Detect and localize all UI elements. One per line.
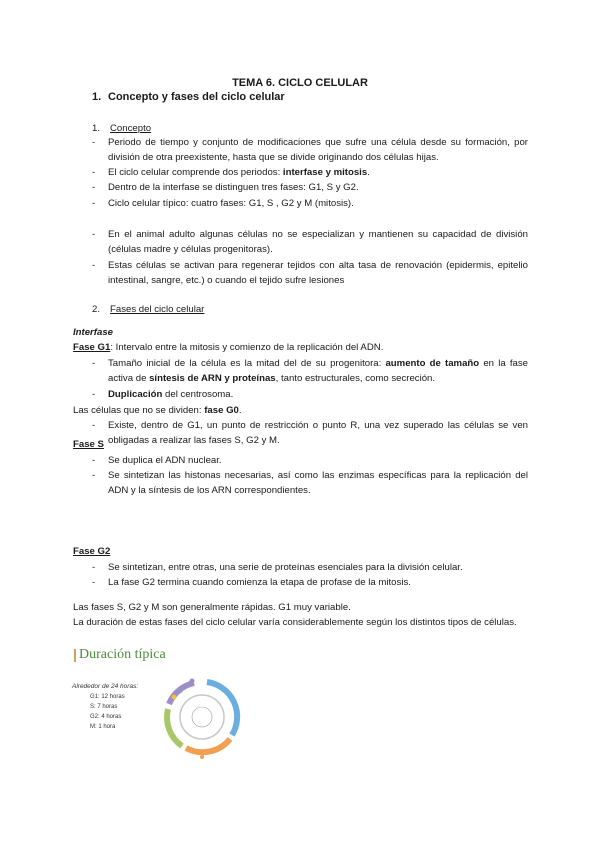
figure-row-g1: G1: 12 horas	[90, 694, 125, 700]
cycle-wheel	[152, 665, 248, 765]
phase-dot	[190, 679, 195, 684]
bullet-dash: -	[92, 577, 96, 588]
interfase-heading: Interfase	[73, 327, 113, 338]
s-bullet-1: Se duplica el ADN nuclear.	[108, 455, 222, 466]
g1-bullet-1: Tamaño inicial de la célula es la mitad del de su progenitora: aumento de tamaño en la fase activa de síntesis de ARN y proteínas, tanto estructurales, como secreción.	[108, 358, 528, 384]
section-heading: Concepto y fases del ciclo celular	[108, 91, 285, 103]
wheel-arc-s	[186, 739, 230, 752]
bullet-dash: -	[92, 198, 96, 209]
g2-bullet-1: Se sintetizan, entre otras, una serie de proteínas esenciales para la división celular.	[108, 562, 463, 573]
subsection-number: 2.	[92, 304, 101, 315]
bullet-dash: -	[92, 182, 96, 193]
fase-s-heading: Fase S	[73, 439, 104, 450]
concepto-bullet-3: Dentro de la interfase se distinguen tres fases: G1, S y G2.	[108, 182, 359, 193]
bullet-dash: -	[92, 455, 96, 466]
subsection-heading-fases: Fases del ciclo celular	[110, 304, 205, 315]
bullet-dash: -	[92, 260, 96, 271]
wheel-arc-m	[169, 683, 194, 704]
bullet-dash: -	[92, 420, 96, 431]
g1-bullet-3: Existe, dentro de G1, un punto de restricción o punto R, una vez superado las células se ven obligadas a realizar las fases S, G2 y M.	[108, 420, 528, 446]
closing-paragraph-1: Las fases S, G2 y M son generalmente rápidas. G1 muy variable.	[73, 602, 351, 613]
bullet-dash: -	[92, 470, 96, 481]
concepto-bullet-6: Estas células se activan para regenerar tejidos con alta tasa de renovación (epidermis, epitelio intestinal, sangre, etc.) o cuando el tejido sufre lesiones	[108, 260, 528, 286]
bullet-dash: -	[92, 229, 96, 240]
g2-bullet-2: La fase G2 termina cuando comienza la etapa de profase de la mitosis.	[108, 577, 411, 588]
phase-dot	[172, 695, 177, 700]
page-title: TEMA 6. CICLO CELULAR	[232, 77, 368, 89]
closing-paragraph-2: La duración de estas fases del ciclo celular varía considerablemente según los distintos tipos de células.	[73, 617, 517, 628]
subsection-number: 1.	[92, 123, 101, 134]
figure-row-g2: G2: 4 horas	[90, 714, 122, 720]
cell-cycle-figure	[68, 645, 248, 770]
bullet-dash: -	[92, 562, 96, 573]
concepto-bullet-5: En el animal adulto algunas células no se especializan y mantienen su capacidad de división (células madre y células progenitoras).	[108, 229, 528, 255]
concepto-bullet-2: El ciclo celular comprende dos periodos: interfase y mitosis.	[108, 167, 370, 178]
g0-line: Las células que no se dividen: fase G0.	[73, 405, 242, 416]
phase-dot	[177, 687, 183, 693]
figure-title: Duración típica	[79, 647, 166, 662]
figure-title-bar	[74, 649, 76, 662]
wheel-center	[192, 707, 212, 727]
concepto-bullet-1: Periodo de tiempo y conjunto de modificaciones que sufre una célula desde su formación, por división de otra preexistente, hasta que se divide originando dos células hijas.	[108, 137, 528, 163]
s-bullet-2: Se sintetizan las histonas necesarias, así como las enzimas específicas para la replicación del ADN y la síntesis de los ARN correspondientes.	[108, 470, 528, 496]
bullet-dash: -	[92, 358, 96, 369]
bullet-dash: -	[92, 167, 96, 178]
phase-dot	[200, 755, 204, 759]
concepto-bullet-4: Ciclo celular típico: cuatro fases: G1, S , G2 y M (mitosis).	[108, 198, 354, 209]
figure-row-s: S: 7 horas	[90, 704, 118, 710]
g1-intro: Fase G1: Intervalo entre la mitosis y comienzo de la replicación del ADN.	[73, 342, 384, 353]
figure-intro: Alrededor de 24 horas:	[72, 683, 139, 690]
section-number: 1.	[92, 91, 102, 103]
fase-g2-heading: Fase G2	[73, 546, 111, 557]
g1-bullet-2: Duplicación del centrosoma.	[108, 389, 234, 400]
subsection-heading-concepto: Concepto	[110, 123, 152, 134]
bullet-dash: -	[92, 137, 96, 148]
figure-row-m: M: 1 hora	[90, 724, 116, 730]
bullet-dash: -	[92, 389, 96, 400]
